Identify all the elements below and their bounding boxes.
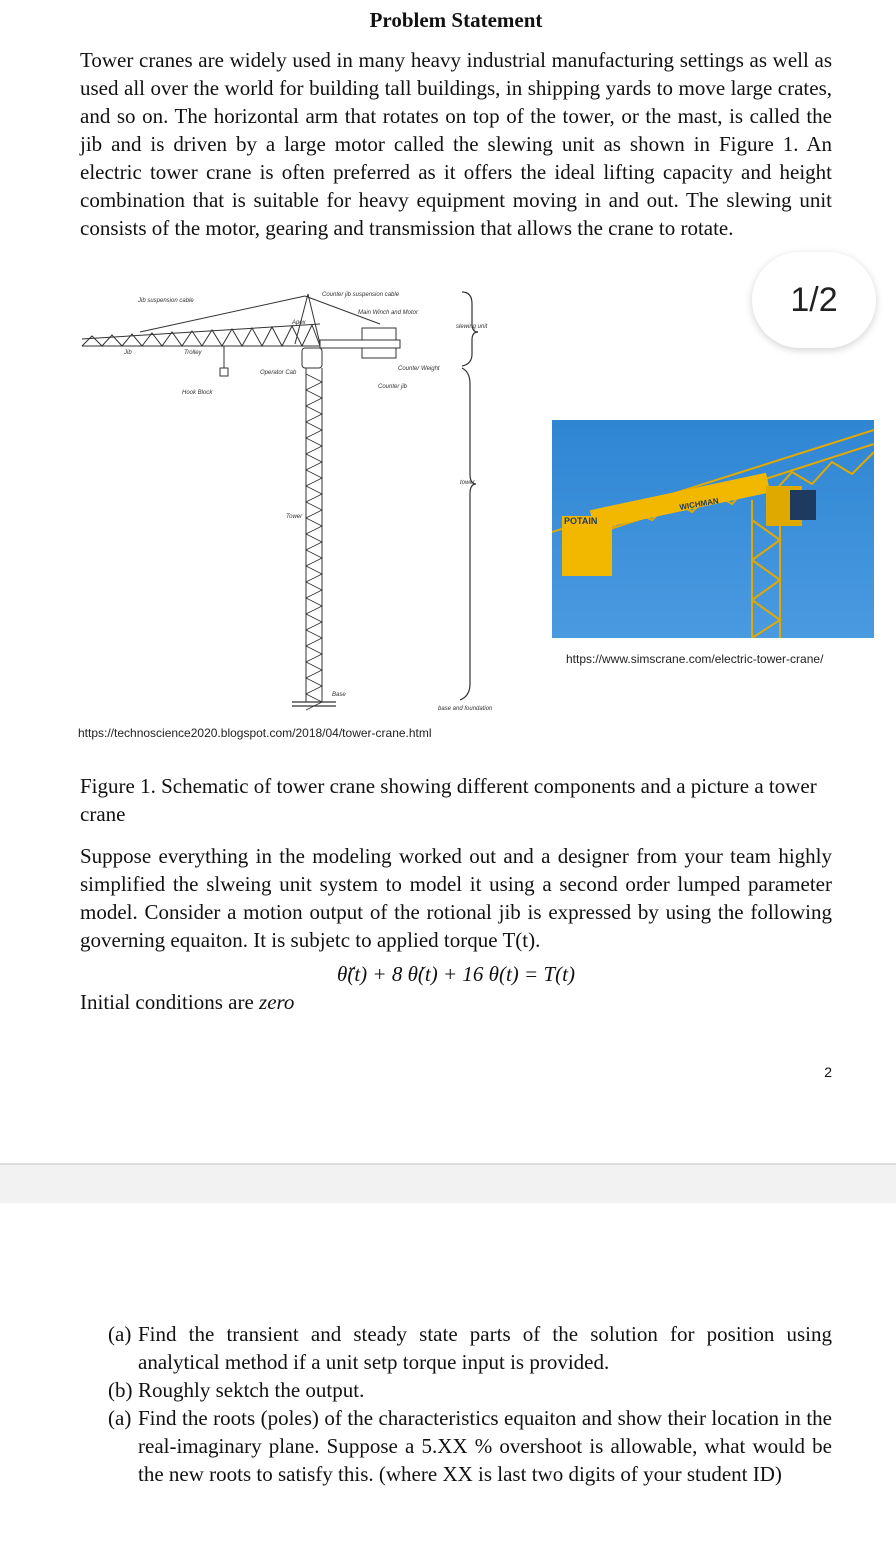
question-text: Find the roots (poles) of the characteristics equaiton and show their location in the real-imaginary plane. Suppose a 5.XX % overshoot is allowable, what would be the new roots to satisfy this. (where XX is last two digits of your student ID) <box>138 1406 832 1486</box>
question-list <box>108 1320 832 1488</box>
label-tower: Tower <box>286 514 303 520</box>
label-counter-jib: Counter jib <box>378 384 408 390</box>
question-text: Find the transient and steady state parts of the solution for position using analytical method if a unit setp torque input is provided. <box>138 1322 832 1374</box>
label-base: Base <box>332 692 346 698</box>
page-divider <box>0 1163 896 1203</box>
page-title: Problem Statement <box>369 8 543 32</box>
page-number: 2 <box>824 1064 832 1080</box>
label-apex: Apex <box>292 320 306 326</box>
list-item <box>108 1376 832 1404</box>
model-paragraph: Suppose everything in the modeling worked out and a designer from your team highly simplified the slweing unit system to model it using a second order lumped parameter model. Consider a motion output of the rotional jib is expressed by using the following governing equaiton. It is subjetc to applied torque T(t). <box>80 844 832 952</box>
photo-brand-wichman: WICHMAN <box>678 496 720 512</box>
question-label: (a) <box>108 1322 132 1346</box>
photo-source-url[interactable]: https://www.simscrane.com/electric-tower-crane/ <box>566 652 824 666</box>
question-text: Roughly sektch the output. <box>138 1378 365 1402</box>
label-operator-cab: Operator Cab <box>260 370 297 376</box>
label-base-foundation: base and foundation <box>438 706 493 712</box>
question-label: (a) <box>108 1406 132 1430</box>
list-item <box>108 1404 832 1488</box>
figure-caption: Figure 1. Schematic of tower crane showing different components and a picture a tower crane <box>80 774 817 826</box>
photo-brand-potain: POTAIN <box>564 516 598 526</box>
list-item <box>108 1320 832 1376</box>
initial-conditions-prefix: Initial conditions are <box>80 990 260 1014</box>
crane-schematic-diagram <box>80 284 520 724</box>
governing-equation: θ̈(t) + 8 θ̇(t) + 16 θ(t) = T(t) <box>337 962 575 986</box>
label-jib-suspension-cable: Jib suspension cable <box>138 298 194 304</box>
initial-conditions-value: zero <box>259 990 295 1014</box>
label-hook-block: Hook Block <box>182 390 213 396</box>
initial-conditions <box>80 990 294 1015</box>
diagram-source-url[interactable]: https://technoscience2020.blogspot.com/2018/04/tower-crane.html <box>78 726 432 740</box>
page-indicator-badge: 1/2 <box>752 252 876 348</box>
label-tower-brace: tower <box>460 480 475 486</box>
label-counter-jib-cable: Counter jib suspension cable <box>322 292 400 298</box>
question-label: (b) <box>108 1378 133 1402</box>
label-jib: Jib <box>124 350 132 356</box>
intro-paragraph: Tower cranes are widely used in many heavy industrial manufacturing settings as well as used all over the world for building tall buildings, in shipping yards to move large crates, and so on. The horizontal arm that rotates on top of the tower, or the mast, is called the jib and is driven by a large motor called the slewing unit as shown in Figure 1. An electric tower crane is often preferred as it offers the ideal lifting capacity and height combination that is suitable for heavy equipment moving in and out. The slewing unit consists of the motor, gearing and transmission that allows the crane to rotate. <box>80 48 832 240</box>
label-main-winch: Main Winch and Motor <box>358 310 418 316</box>
label-counter-weight: Counter Weight <box>398 366 440 372</box>
label-trolley: Trolley <box>184 350 202 356</box>
label-slewing-unit: slewing unit <box>456 324 488 330</box>
crane-photo <box>552 420 874 638</box>
